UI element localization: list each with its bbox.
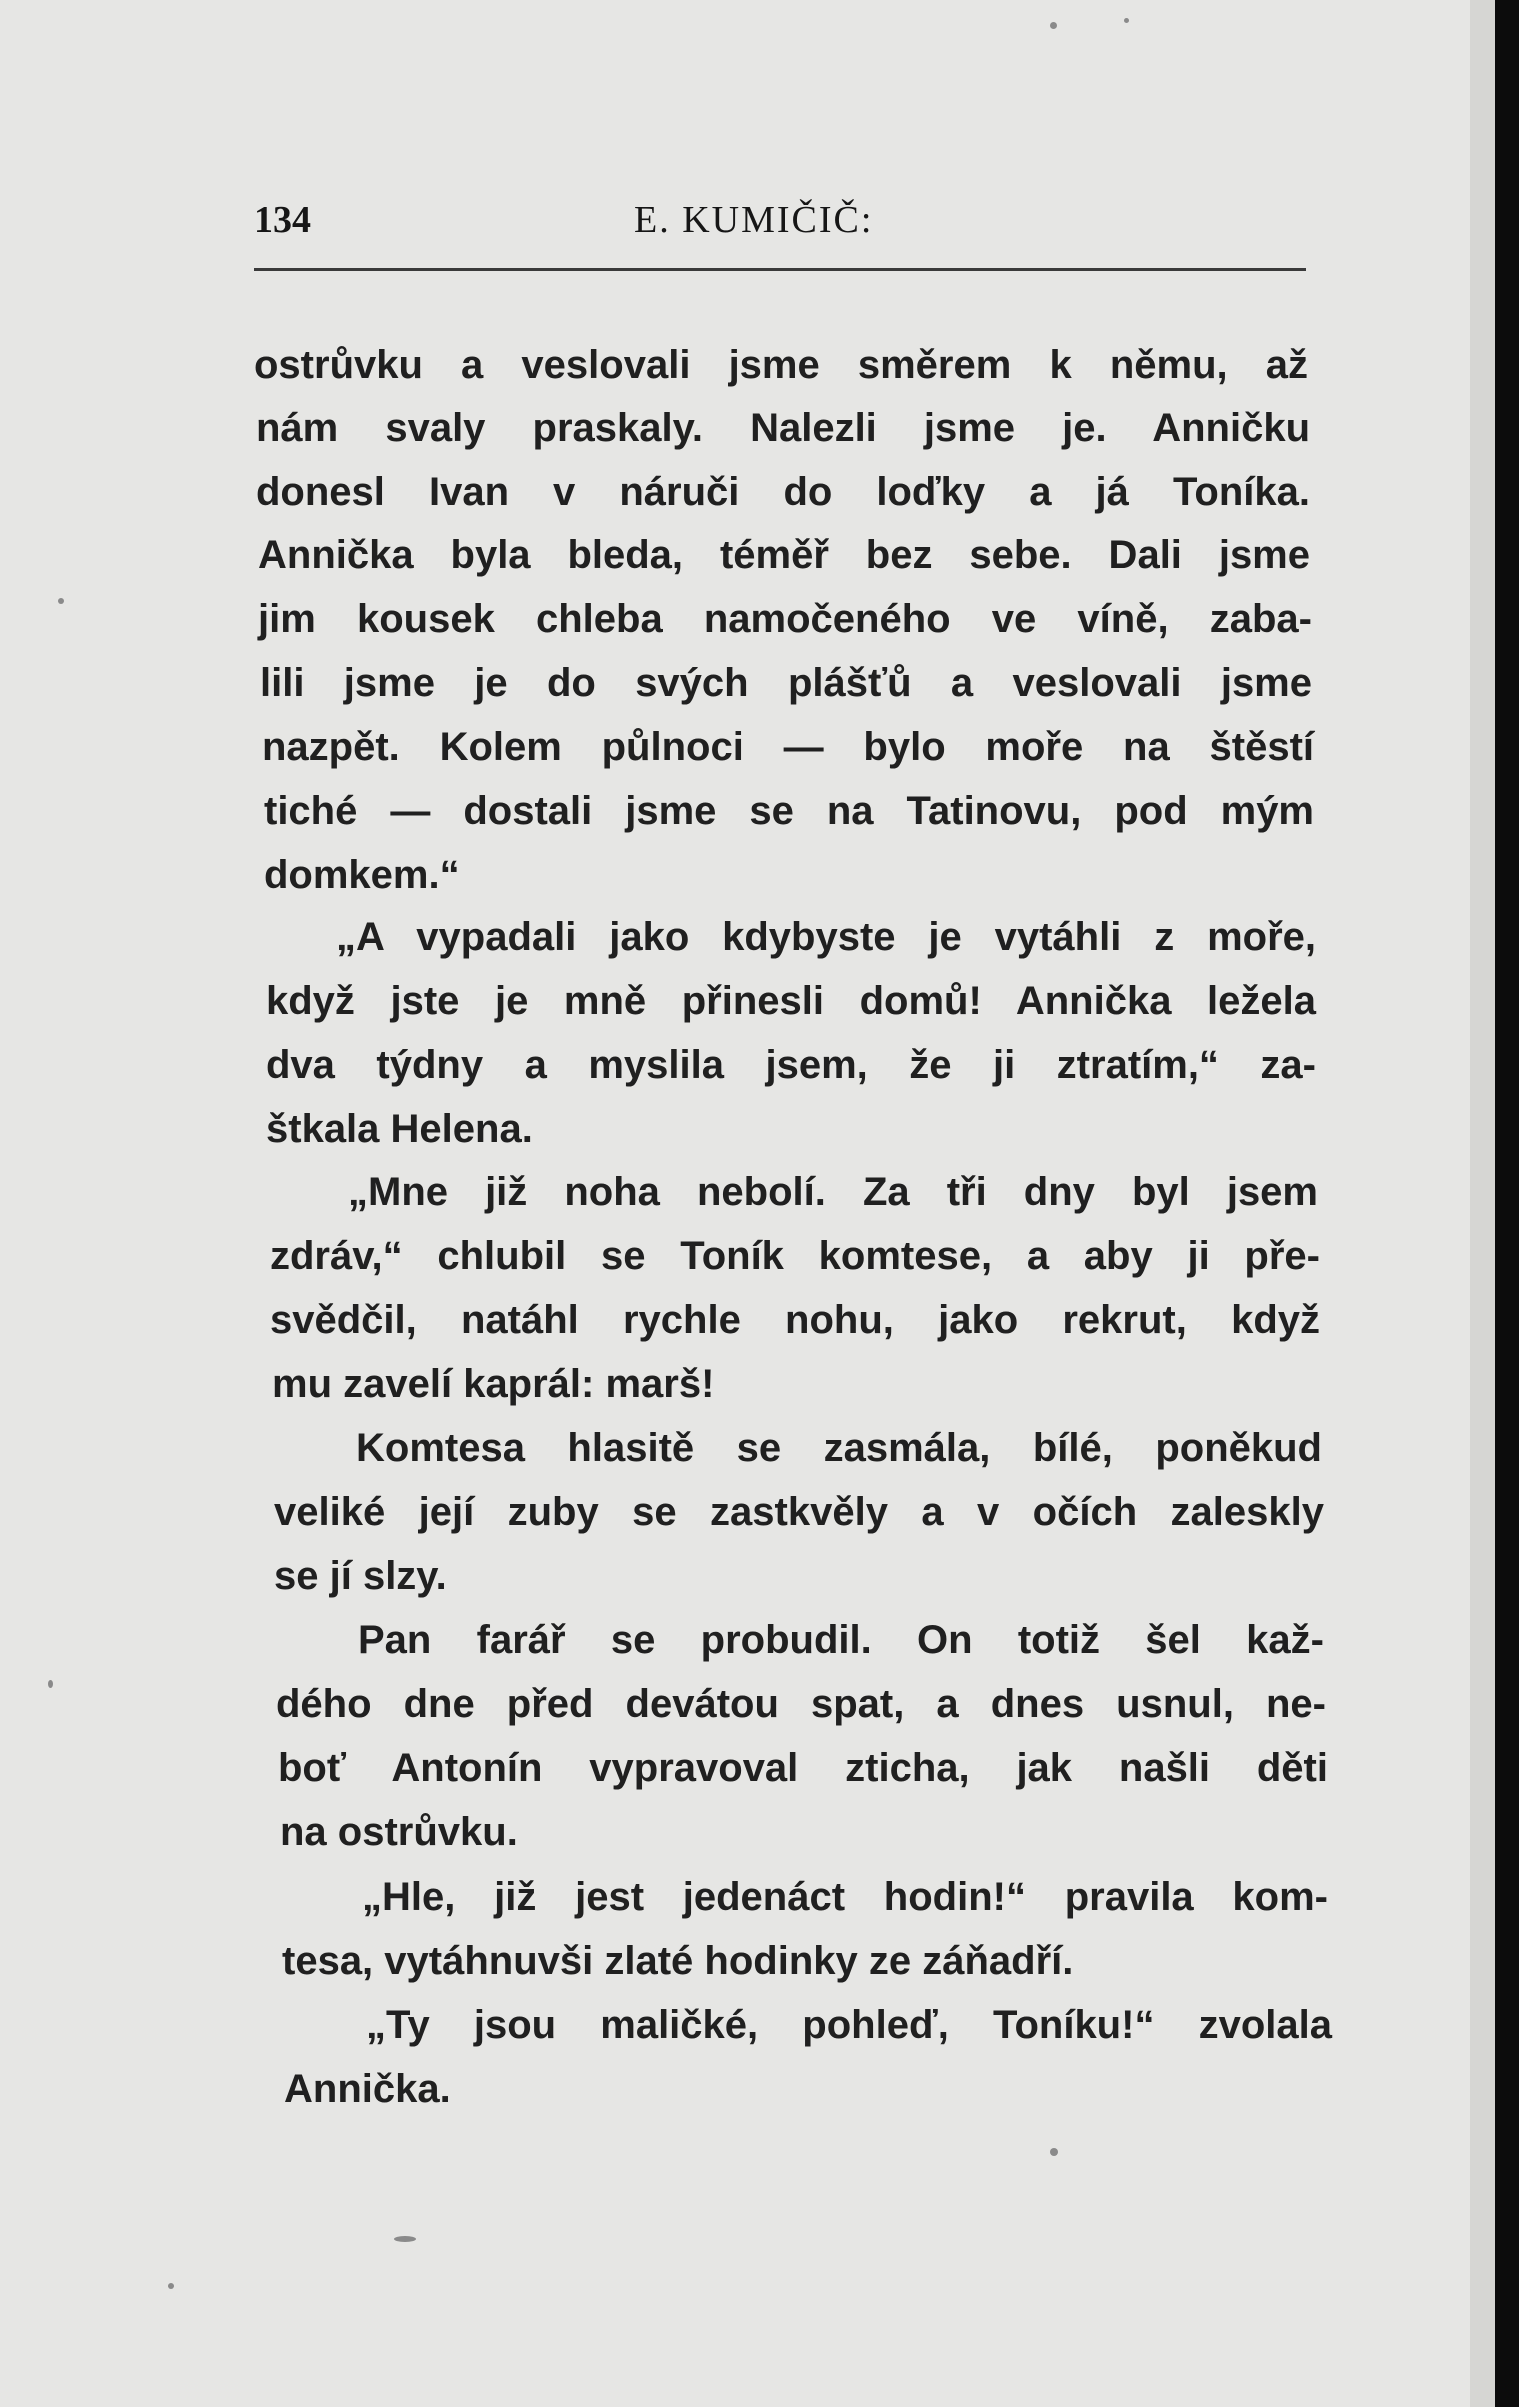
text-line: tesa, vytáhnuvši zlaté hodinky ze záňadří.: [282, 1939, 1074, 1983]
text-line: jim kousek chleba namočeného ve víně, zaba-: [258, 597, 1312, 641]
dust-speck: [1050, 22, 1057, 29]
dust-speck: [48, 1680, 53, 1688]
text-line: štkala Helena.: [266, 1107, 533, 1151]
text-line: „Mne již noha nebolí. Za tři dny byl jsem: [348, 1170, 1318, 1214]
text-line: lili jsme je do svých plášťů a veslovali jsme: [260, 661, 1312, 705]
text-line: Annička.: [284, 2067, 451, 2111]
dust-speck: [1124, 18, 1129, 23]
text-line: nám svaly praskaly. Nalezli jsme je. Anničku: [256, 406, 1310, 450]
text-line: domkem.“: [264, 853, 460, 897]
text-line: na ostrůvku.: [280, 1810, 518, 1854]
header-rule: [254, 268, 1306, 271]
text-line: dva týdny a myslila jsem, že ji ztratím,“ za-: [266, 1043, 1316, 1087]
text-line: Komtesa hlasitě se zasmála, bílé, poněkud: [356, 1426, 1322, 1470]
dust-speck: [394, 2236, 416, 2242]
text-line: Annička byla bleda, téměř bez sebe. Dali jsme: [258, 533, 1310, 577]
text-line: svědčil, natáhl rychle nohu, jako rekrut, když: [270, 1298, 1320, 1342]
text-line: veliké její zuby se zastkvěly a v očích zaleskly: [274, 1490, 1324, 1534]
running-head: E. KUMIČIČ:: [634, 199, 874, 241]
page-edge: [1470, 0, 1495, 2407]
text-line: když jste je mně přinesli domů! Annička ležela: [266, 979, 1316, 1023]
text-line: se jí slzy.: [274, 1554, 447, 1598]
text-line: dého dne před devátou spat, a dnes usnul, ne-: [276, 1682, 1326, 1726]
page-number: 134: [254, 199, 311, 241]
text-line: tiché — dostali jsme se na Tatinovu, pod mým: [264, 789, 1314, 833]
dust-speck: [58, 598, 64, 604]
text-line: Pan farář se probudil. On totiž šel kaž-: [358, 1618, 1324, 1662]
text-line: boť Antonín vypravoval zticha, jak našli děti: [278, 1746, 1328, 1790]
text-line: „Hle, již jest jedenáct hodin!“ pravila kom-: [362, 1875, 1328, 1919]
text-line: donesl Ivan v náruči do loďky a já Toníka.: [256, 470, 1310, 514]
dust-speck: [1050, 2148, 1058, 2156]
text-line: mu zavelí kaprál: marš!: [272, 1362, 715, 1406]
text-line: nazpět. Kolem půlnoci — bylo moře na štěstí: [262, 725, 1314, 769]
text-line: zdráv,“ chlubil se Toník komtese, a aby ji pře-: [270, 1234, 1320, 1278]
dust-speck: [168, 2283, 174, 2289]
text-line: „Ty jsou maličké, pohleď, Toníku!“ zvolala: [366, 2003, 1332, 2047]
text-line: „A vypadali jako kdybyste je vytáhli z moře,: [336, 915, 1316, 959]
text-line: ostrůvku a veslovali jsme směrem k němu, až: [254, 343, 1308, 387]
page-header: [254, 198, 1304, 258]
